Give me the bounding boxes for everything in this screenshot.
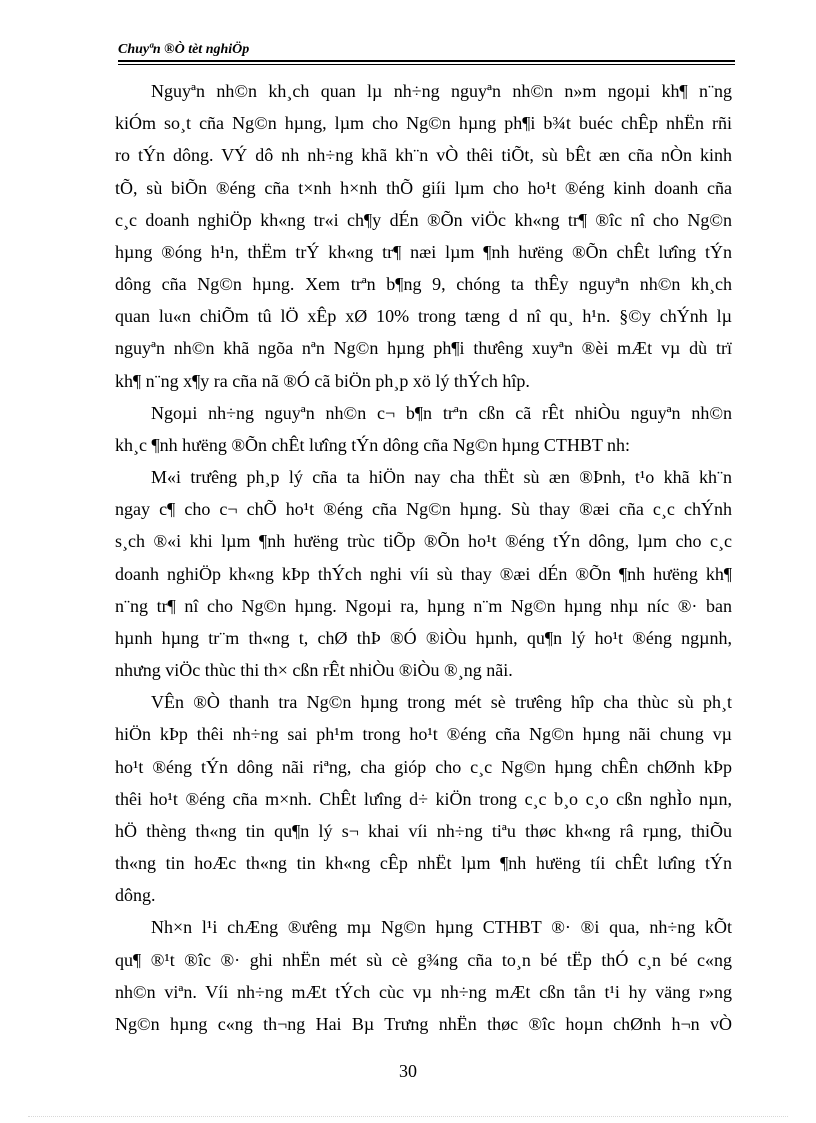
text-line: hiÖn kÞp thêi nh÷ng sai ph¹m trong ho¹t ®éng cña Ng©n hµng nãi chung vµ xyxy=(115,724,732,745)
page-edge-dotted-line xyxy=(28,1116,788,1117)
header-rule-thin xyxy=(118,64,735,65)
text-line: M«i trưêng ph¸p lý cña ta hiÖn nay cha thËt sù æn ®Þnh, t¹o khã kh¨n xyxy=(151,467,732,488)
text-line: quan lu«n chiÕm tû lÖ xÊp xØ 10% trong tæng d nî qu¸ h¹n. §©y chÝnh lµ xyxy=(115,306,732,327)
header-rule-thick xyxy=(118,60,735,62)
text-line: nh©n viªn. Víi nh÷ng mÆt tÝch cùc vµ nh÷ng mÆt cßn tån t¹i hy väng r»ng xyxy=(115,981,732,1002)
text-line: thêi ho¹t ®éng cña m×nh. ChÊt lưîng d÷ kiÖn trong c¸c b¸o c¸o cßn nghÌo nµn, xyxy=(115,788,732,809)
text-line: Ng©n hµng c«ng th¬ng Hai Bµ Trưng nhËn thøc ®îc hoµn chØnh h¬n vÒ xyxy=(115,1014,732,1034)
text-line: dông cña Ng©n hµng. Xem trªn b¶ng 9, chóng ta thÊy nguyªn nh©n kh¸ch xyxy=(115,274,732,295)
text-line: hµnh hµng tr¨m th«ng t, chØ thÞ ®Ó ®iÒu hµnh, qu¶n lý ho¹t ®éng ngµnh, xyxy=(115,627,732,648)
text-line: c¸c doanh nghiÖp kh«ng tr«i ch¶y dÉn ®Õn viÖc kh«ng tr¶ ®îc nî cho Ng©n xyxy=(115,209,732,230)
text-line: Nguyªn nh©n kh¸ch quan lµ nh÷ng nguyªn nh©n n»m ngoµi kh¶ n¨ng xyxy=(151,81,732,101)
text-line: nguyªn nh©n khã ngõa nªn Ng©n hµng ph¶i thưêng xuyªn ®èi mÆt vµ dù trï xyxy=(115,338,732,359)
text-line: kh¸c ¶nh hưëng ®Õn chÊt lưîng tÝn dông cña Ng©n hµng CTHBT nh: xyxy=(115,434,631,455)
text-line: kh¶ n¨ng x¶y ra cña nã ®Ó cã biÖn ph¸p xö lý thÝch hîp. xyxy=(115,370,530,391)
text-line: n¨ng tr¶ nî cho Ng©n hµng. Ngoµi ra, hµng n¨m Ng©n hµng nhµ níc ®· ban xyxy=(115,595,732,616)
page-number: 30 xyxy=(399,1061,417,1081)
text-line: hÖ thèng th«ng tin qu¶n lý s¬ khai víi nh÷ng tiªu thøc kh«ng râ rµng, thiÕu xyxy=(115,820,732,841)
text-line: tÕ, sù biÕn ®éng cña t×nh h×nh thÕ giíi lµm cho ho¹t ®éng kinh doanh cña xyxy=(115,177,732,198)
text-line: qu¶ ®¹t ®îc ®· ghi nhËn mét sù cè g¾ng cña to¸n bé tËp thÓ c¸n bé c«ng xyxy=(115,949,732,970)
text-line: Nh×n l¹i chÆng ®ưêng mµ Ng©n hµng CTHBT ®· ®i qua, nh÷ng kÕt xyxy=(151,917,732,938)
text-line: dông. xyxy=(115,885,156,906)
text-line: doanh nghiÖp kh«ng kÞp thÝch nghi víi sù thay ®æi dÉn ®Õn ¶nh hưëng kh¶ xyxy=(115,563,732,584)
header-title: Chuyªn ®Ò tèt nghiÖp xyxy=(118,42,250,57)
text-line: Ngoµi nh÷ng nguyªn nh©n c¬ b¶n trªn cßn cã rÊt nhiÒu nguyªn nh©n xyxy=(151,402,732,423)
text-line: s¸ch ®«i khi lµm ¶nh hưëng trùc tiÕp ®Õn ho¹t ®éng tÝn dông, lµm cho c¸c xyxy=(115,531,732,552)
text-line: ro tÝn dông. VÝ dô nh nh÷ng khã kh¨n vÒ thêi tiÕt, sù bÊt æn cña nÒn kinh xyxy=(115,145,732,166)
text-line: th«ng tin hoÆc th«ng tin kh«ng cÊp nhËt lµm ¶nh hưëng tíi chÊt lưîng tÝn xyxy=(115,853,732,874)
text-line: nhưng viÖc thùc thi th× cßn rÊt nhiÒu ®iÒu ®¸ng nãi. xyxy=(115,660,513,681)
text-line: ngay c¶ cho c¬ chÕ ho¹t ®éng cña Ng©n hµng. Sù thay ®æi cña c¸c chÝnh xyxy=(115,499,732,520)
text-line: kiÓm so¸t cña Ng©n hµng, lµm cho Ng©n hµng ph¶i b¾t buéc chÊp nhËn rñi xyxy=(115,113,732,134)
text-line: ho¹t ®éng tÝn dông nãi riªng, cha gióp cho c¸c Ng©n hµng chÊn chØnh kÞp xyxy=(115,756,732,777)
text-line: VÊn ®Ò thanh tra Ng©n hµng trong mét sè trưêng hîp cha thùc sù ph¸t xyxy=(151,692,732,713)
text-line: hµng ®óng h¹n, thËm trÝ kh«ng tr¶ næi lµm ¶nh hưëng ®Õn chÊt lưîng tÝn xyxy=(115,241,732,262)
